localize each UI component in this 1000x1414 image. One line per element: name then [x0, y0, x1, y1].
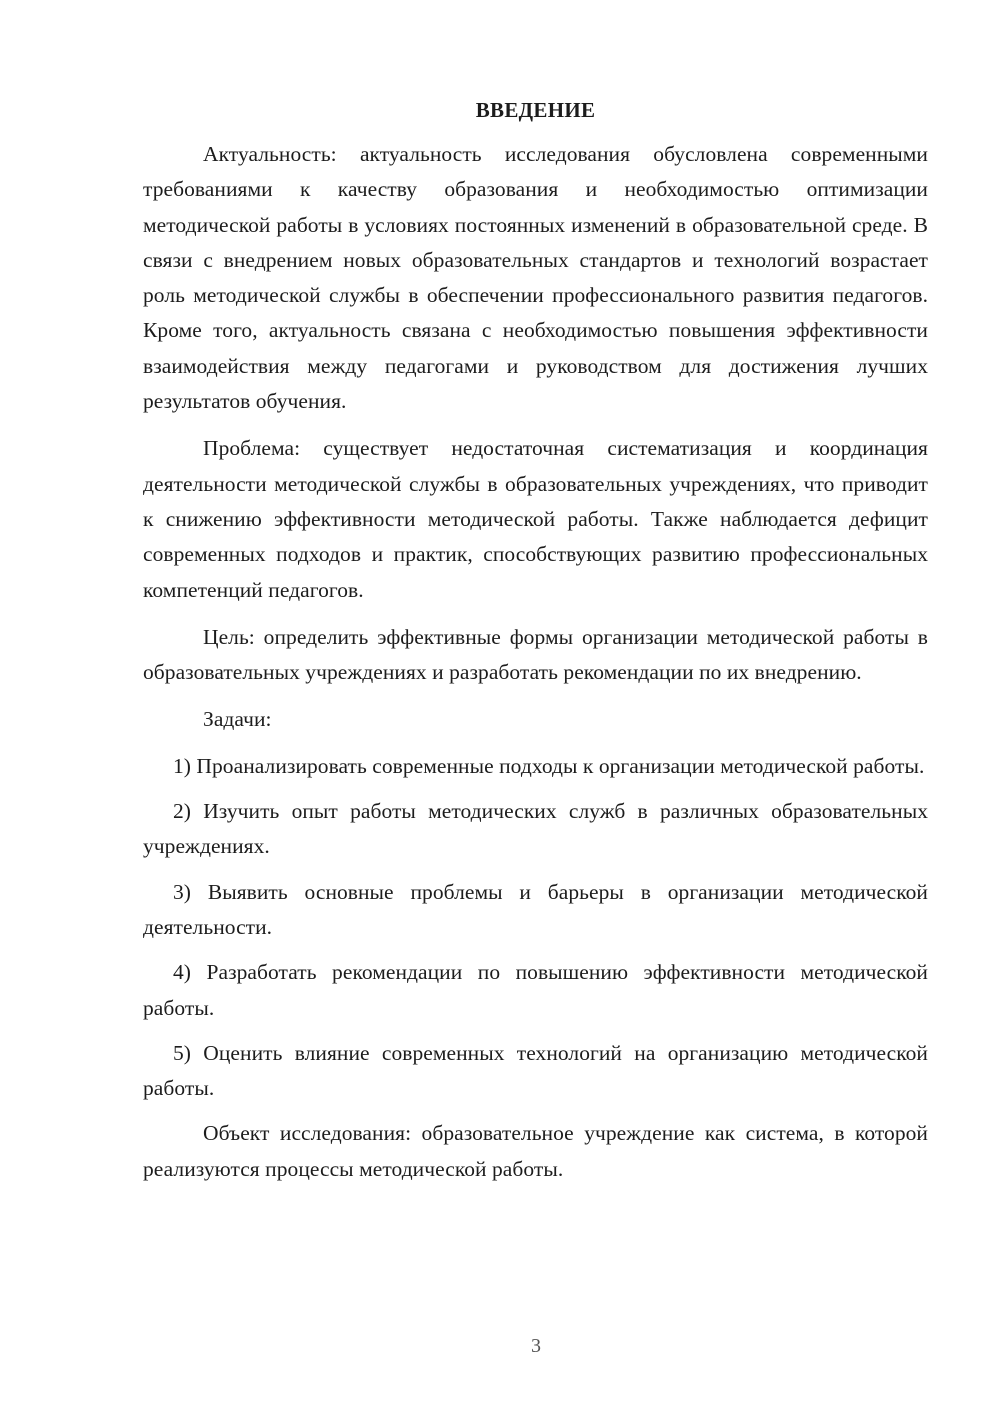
section-title: ВВЕДЕНИЕ: [475, 98, 596, 122]
object-paragraph: Объект исследования: образовательное учреждение как система, в которой реализуются процессы методической работы.: [143, 1121, 928, 1181]
task-item: 5) Оценить влияние современных технологий на организацию методической работы.: [143, 1040, 928, 1101]
problem-paragraph: Проблема: существует недостаточная систематизация и координация деятельности методической службы в образовательных учреждениях, что приводит к снижению эффективности методической работы. Также наблюдается дефицит современных подходов и практик, способствующих развитию профессиональных компетенций педагогов.: [143, 436, 928, 602]
task-item: 2) Изучить опыт работы методических служб в различных образовательных учреждениях.: [143, 799, 928, 859]
page-number: 3: [531, 1335, 541, 1357]
page-content: [143, 95, 928, 1197]
task-item: 1) Проанализировать современные подходы к организации методической работы.: [173, 753, 925, 778]
tasks-heading: Задачи:: [203, 707, 272, 732]
task-item: 4) Разработать рекомендации по повышению эффективности методической работы.: [143, 960, 928, 1020]
task-item: 3) Выявить основные проблемы и барьеры в организации методической деятельности.: [143, 879, 928, 939]
relevance-paragraph: Актуальность: актуальность исследования обусловлена современными требованиями к качеству образования и необходимостью оптимизации методической работы в условиях постоянных изменений в образовательной среде. В связи с внедрением новых образовательных стандартов и технологий возрастает роль методической службы в обеспечении профессионального развития педагогов. Кроме того, актуальность связана с необходимостью повышения эффективности взаимодействия между педагогами и руководством для достижения лучших результатов обучения.: [143, 142, 928, 414]
goal-paragraph: Цель: определить эффективные формы организации методической работы в образовательных учреждениях и разработать рекомендации по их внедрению.: [143, 624, 928, 685]
